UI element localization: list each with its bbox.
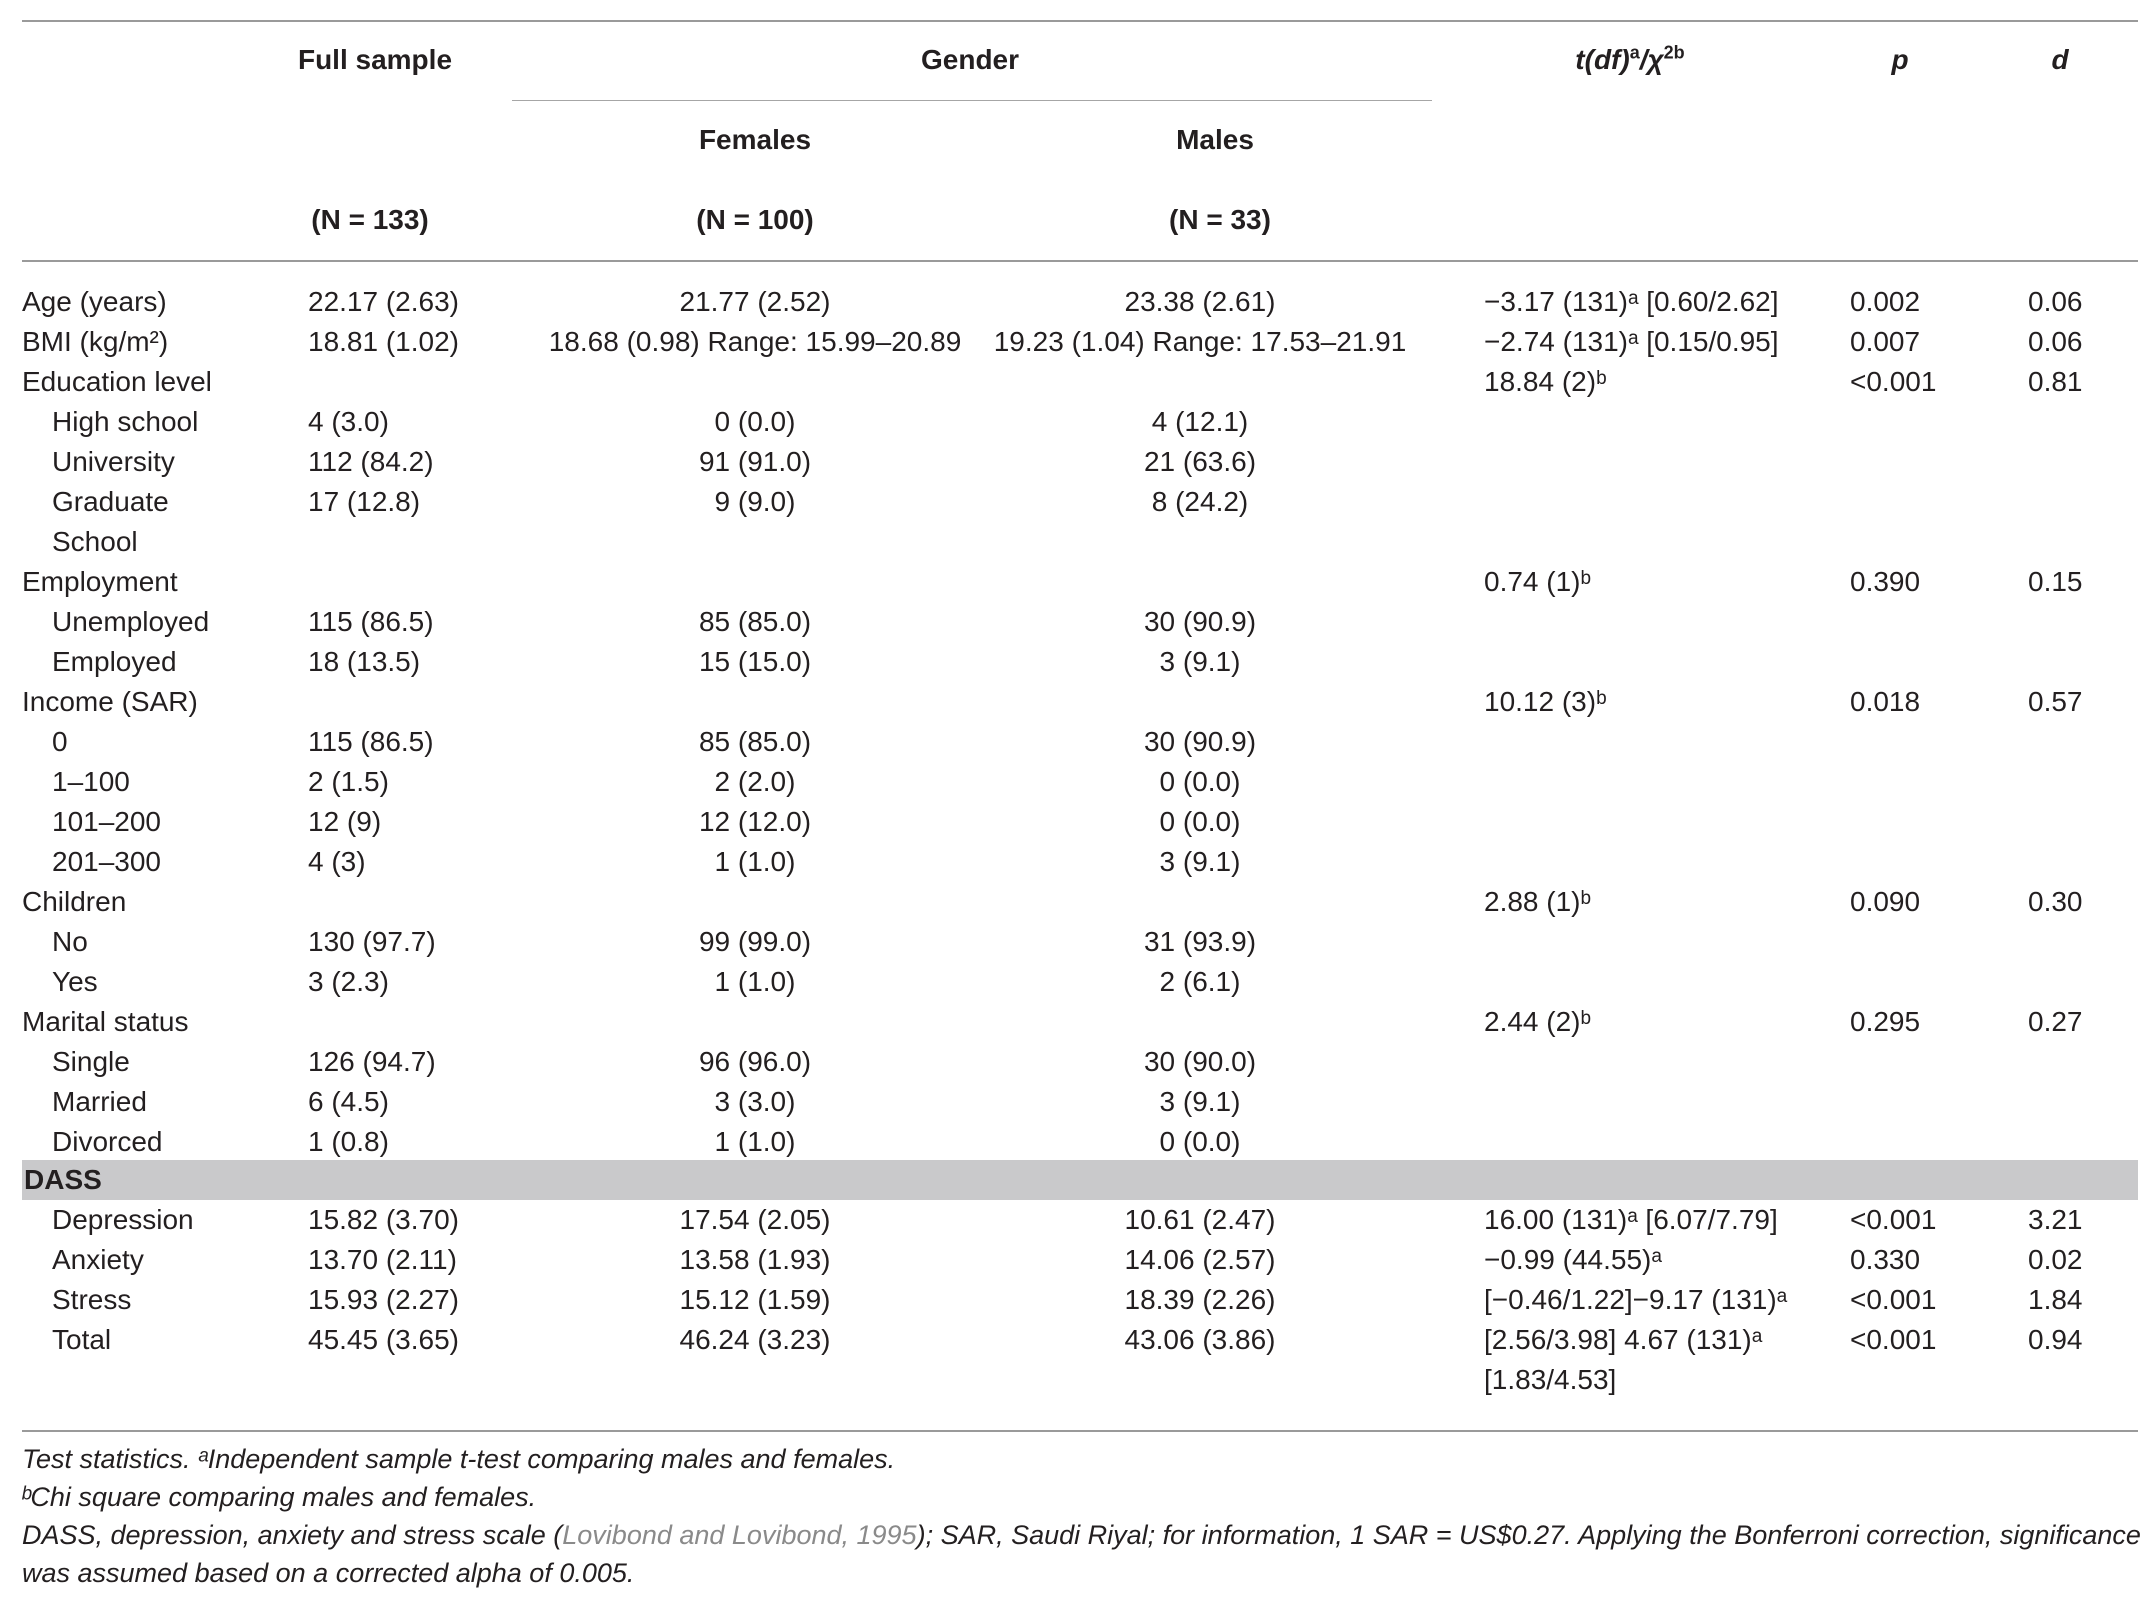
cell-d: 0.06 [2028,286,2083,317]
footnote-line-2: ᵇChi square comparing males and females. [22,1482,537,1512]
header-n-females: (N = 100) [696,204,814,235]
cell-label: Income (SAR) [22,686,198,717]
cell-d: 0.15 [2028,566,2083,597]
dass-section-title: DASS [24,1164,102,1195]
cell-females: 15 (15.0) [698,646,812,677]
cell-males: 10.61 (2.47) [1124,1204,1276,1235]
dass-section-band [22,1160,2138,1200]
cell-test-stat: −3.17 (131)ᵃ [0.60/2.62] [1484,286,1779,317]
cell-label: 201–300 [52,846,162,877]
cell-females: 91 (91.0) [698,446,812,477]
footnote-line-1: Test statistics. ᵃIndependent sample t-test comparing males and females. [22,1444,896,1474]
cell-females: 21.77 (2.52) [679,286,831,317]
cell-d: 3.21 [2028,1204,2083,1235]
cell-full-sample: 12 (9) [308,806,382,837]
gender-span-rule [512,100,1432,101]
cell-label: Unemployed [52,606,210,637]
cell-males: 31 (93.9) [1143,926,1257,957]
cell-d: 0.30 [2028,886,2083,917]
cell-d: 0.02 [2028,1244,2083,1275]
cell-label: BMI (kg/m²) [22,326,169,357]
cell-females: 46.24 (3.23) [679,1324,831,1355]
cell-full-sample: 17 (12.8) [308,486,421,517]
cell-label: Yes [52,966,98,997]
cell-p: 0.330 [1850,1244,1921,1275]
cell-males: 0 (0.0) [1159,766,1241,797]
cell-full-sample: 4 (3.0) [308,406,389,437]
cell-males: 3 (9.1) [1159,846,1241,877]
cell-males: 2 (6.1) [1159,966,1241,997]
cell-label: Employment [22,566,178,597]
cell-p: 0.018 [1850,686,1921,717]
header-stat-t: t(df) [1575,44,1630,75]
cell-full-sample: 115 (86.5) [308,606,434,637]
cell-p: 0.295 [1850,1006,1921,1037]
cell-label: No [52,926,88,957]
cell-females: 13.58 (1.93) [679,1244,831,1275]
cell-label: 101–200 [52,806,162,837]
cell-full-sample: 115 (86.5) [308,726,434,757]
cell-test-stat: 18.84 (2)ᵇ [1484,366,1607,397]
cell-males: 4 (12.1) [1151,406,1249,437]
cell-p: 0.390 [1850,566,1921,597]
footnote-line-3-end: ); SAR, Saudi Riyal; for information, 1 SAR = US$0.27. Applying the Bonferroni correction, significance [916,1520,2141,1550]
cell-males: 21 (63.6) [1143,446,1257,477]
cell-females: 85 (85.0) [698,606,812,637]
cell-full-sample: 3 (2.3) [308,966,389,997]
cell-label: Employed [52,646,177,677]
cell-label: 1–100 [52,766,130,797]
cell-label: Anxiety [52,1244,144,1275]
cell-p: <0.001 [1850,1204,1937,1235]
cell-full-sample: 18 (13.5) [308,646,421,677]
cell-label: High school [52,406,199,437]
cell-males: 30 (90.0) [1143,1046,1257,1077]
cell-females: 0 (0.0) [714,406,796,437]
cell-females: 85 (85.0) [698,726,812,757]
cell-p: <0.001 [1850,366,1937,397]
cell-females: 15.12 (1.59) [679,1284,831,1315]
cell-females: 1 (1.0) [714,966,796,997]
table-top-rule [22,20,2138,22]
cell-females: 96 (96.0) [698,1046,812,1077]
cell-label: Single [52,1046,130,1077]
header-n-males: (N = 33) [1169,204,1271,235]
header-stat-sup-a: a [1629,42,1640,63]
cell-males: 30 (90.9) [1143,606,1257,637]
footnote-reference-link[interactable]: Lovibond and Lovibond, 1995 [562,1520,917,1550]
cell-males: 23.38 (2.61) [1124,286,1276,317]
cell-label: Total [52,1324,112,1355]
cell-p: 0.090 [1850,886,1921,917]
cell-label: Graduate [52,486,169,517]
cell-d: 0.81 [2028,366,2083,397]
cell-males: 3 (9.1) [1159,646,1241,677]
cell-d: 0.27 [2028,1006,2083,1037]
cell-d: 0.06 [2028,326,2083,357]
header-gender: Gender [920,44,1020,75]
header-d: d [2051,44,2069,75]
cell-males: 14.06 (2.57) [1124,1244,1276,1275]
cell-test-stat: [2.56/3.98] 4.67 (131)ᵃ [1484,1324,1763,1355]
cell-females: 9 (9.0) [714,486,796,517]
cell-males: 0 (0.0) [1159,806,1241,837]
cell-full-sample: 18.81 (1.02) [308,326,459,357]
cell-full-sample: 22.17 (2.63) [308,286,459,317]
cell-test-stat: [1.83/4.53] [1484,1364,1617,1395]
cell-label: Divorced [52,1126,163,1157]
header-stat-sup-2b: 2b [1663,42,1685,63]
cell-full-sample: 1 (0.8) [308,1126,389,1157]
footnote-line-3 [22,1516,2141,1554]
header-p: p [1891,44,1909,75]
cell-full-sample: 45.45 (3.65) [308,1324,459,1355]
header-stat [1480,40,1780,80]
cell-females: 18.68 (0.98) Range: 15.99–20.89 [548,326,962,357]
cell-males: 18.39 (2.26) [1124,1284,1276,1315]
cell-label: University [52,446,175,477]
cell-full-sample: 15.82 (3.70) [308,1204,459,1235]
cell-label: School [52,526,138,557]
header-stat-chi: /χ [1639,44,1664,75]
cell-males: 43.06 (3.86) [1124,1324,1276,1355]
header-full-sample: Full sample [297,44,453,75]
cell-label: Children [22,886,127,917]
cell-males: 0 (0.0) [1159,1126,1241,1157]
cell-test-stat: −2.74 (131)ᵃ [0.15/0.95] [1484,326,1779,357]
cell-label: Stress [52,1284,132,1315]
cell-full-sample: 126 (94.7) [308,1046,436,1077]
cell-label: Married [52,1086,147,1117]
cell-males: 8 (24.2) [1151,486,1249,517]
cell-full-sample: 13.70 (2.11) [308,1244,457,1275]
cell-test-stat: −0.99 (44.55)ᵃ [1484,1244,1662,1275]
cell-test-stat: 0.74 (1)ᵇ [1484,566,1592,597]
cell-males: 30 (90.9) [1143,726,1257,757]
footnote-line-3-start: DASS, depression, anxiety and stress scale ( [22,1520,563,1550]
header-females: Females [698,124,812,155]
cell-p: <0.001 [1850,1284,1937,1315]
cell-males: 3 (9.1) [1159,1086,1241,1117]
cell-label: 0 [52,726,68,757]
cell-full-sample: 130 (97.7) [308,926,436,957]
cell-d: 0.57 [2028,686,2083,717]
cell-females: 99 (99.0) [698,926,812,957]
table-bottom-rule [22,1430,2138,1432]
cell-females: 1 (1.0) [714,1126,796,1157]
header-n-full: (N = 133) [311,204,429,235]
header-bottom-rule [22,260,2138,262]
cell-label: Depression [52,1204,194,1235]
cell-full-sample: 15.93 (2.27) [308,1284,459,1315]
cell-test-stat: 2.88 (1)ᵇ [1484,886,1592,917]
cell-full-sample: 6 (4.5) [308,1086,389,1117]
cell-label: Marital status [22,1006,189,1037]
cell-d: 0.94 [2028,1324,2083,1355]
cell-p: 0.007 [1850,326,1921,357]
cell-full-sample: 4 (3) [308,846,366,877]
header-males: Males [1176,124,1254,155]
cell-full-sample: 112 (84.2) [308,446,434,477]
cell-test-stat: 2.44 (2)ᵇ [1484,1006,1592,1037]
cell-test-stat: 16.00 (131)ᵃ [6.07/7.79] [1484,1204,1778,1235]
cell-p: 0.002 [1850,286,1921,317]
cell-label: Education level [22,366,212,397]
cell-d: 1.84 [2028,1284,2083,1315]
footnote-line-4: was assumed based on a corrected alpha of 0.005. [22,1558,635,1588]
cell-females: 12 (12.0) [698,806,812,837]
cell-females: 3 (3.0) [714,1086,796,1117]
cell-males: 19.23 (1.04) Range: 17.53–21.91 [993,326,1407,357]
cell-females: 2 (2.0) [714,766,796,797]
cell-label: Age (years) [22,286,167,317]
cell-p: <0.001 [1850,1324,1937,1355]
cell-full-sample: 2 (1.5) [308,766,389,797]
cell-females: 17.54 (2.05) [679,1204,831,1235]
cell-females: 1 (1.0) [714,846,796,877]
cell-test-stat: 10.12 (3)ᵇ [1484,686,1607,717]
cell-test-stat: [−0.46/1.22]−9.17 (131)ᵃ [1484,1284,1788,1315]
